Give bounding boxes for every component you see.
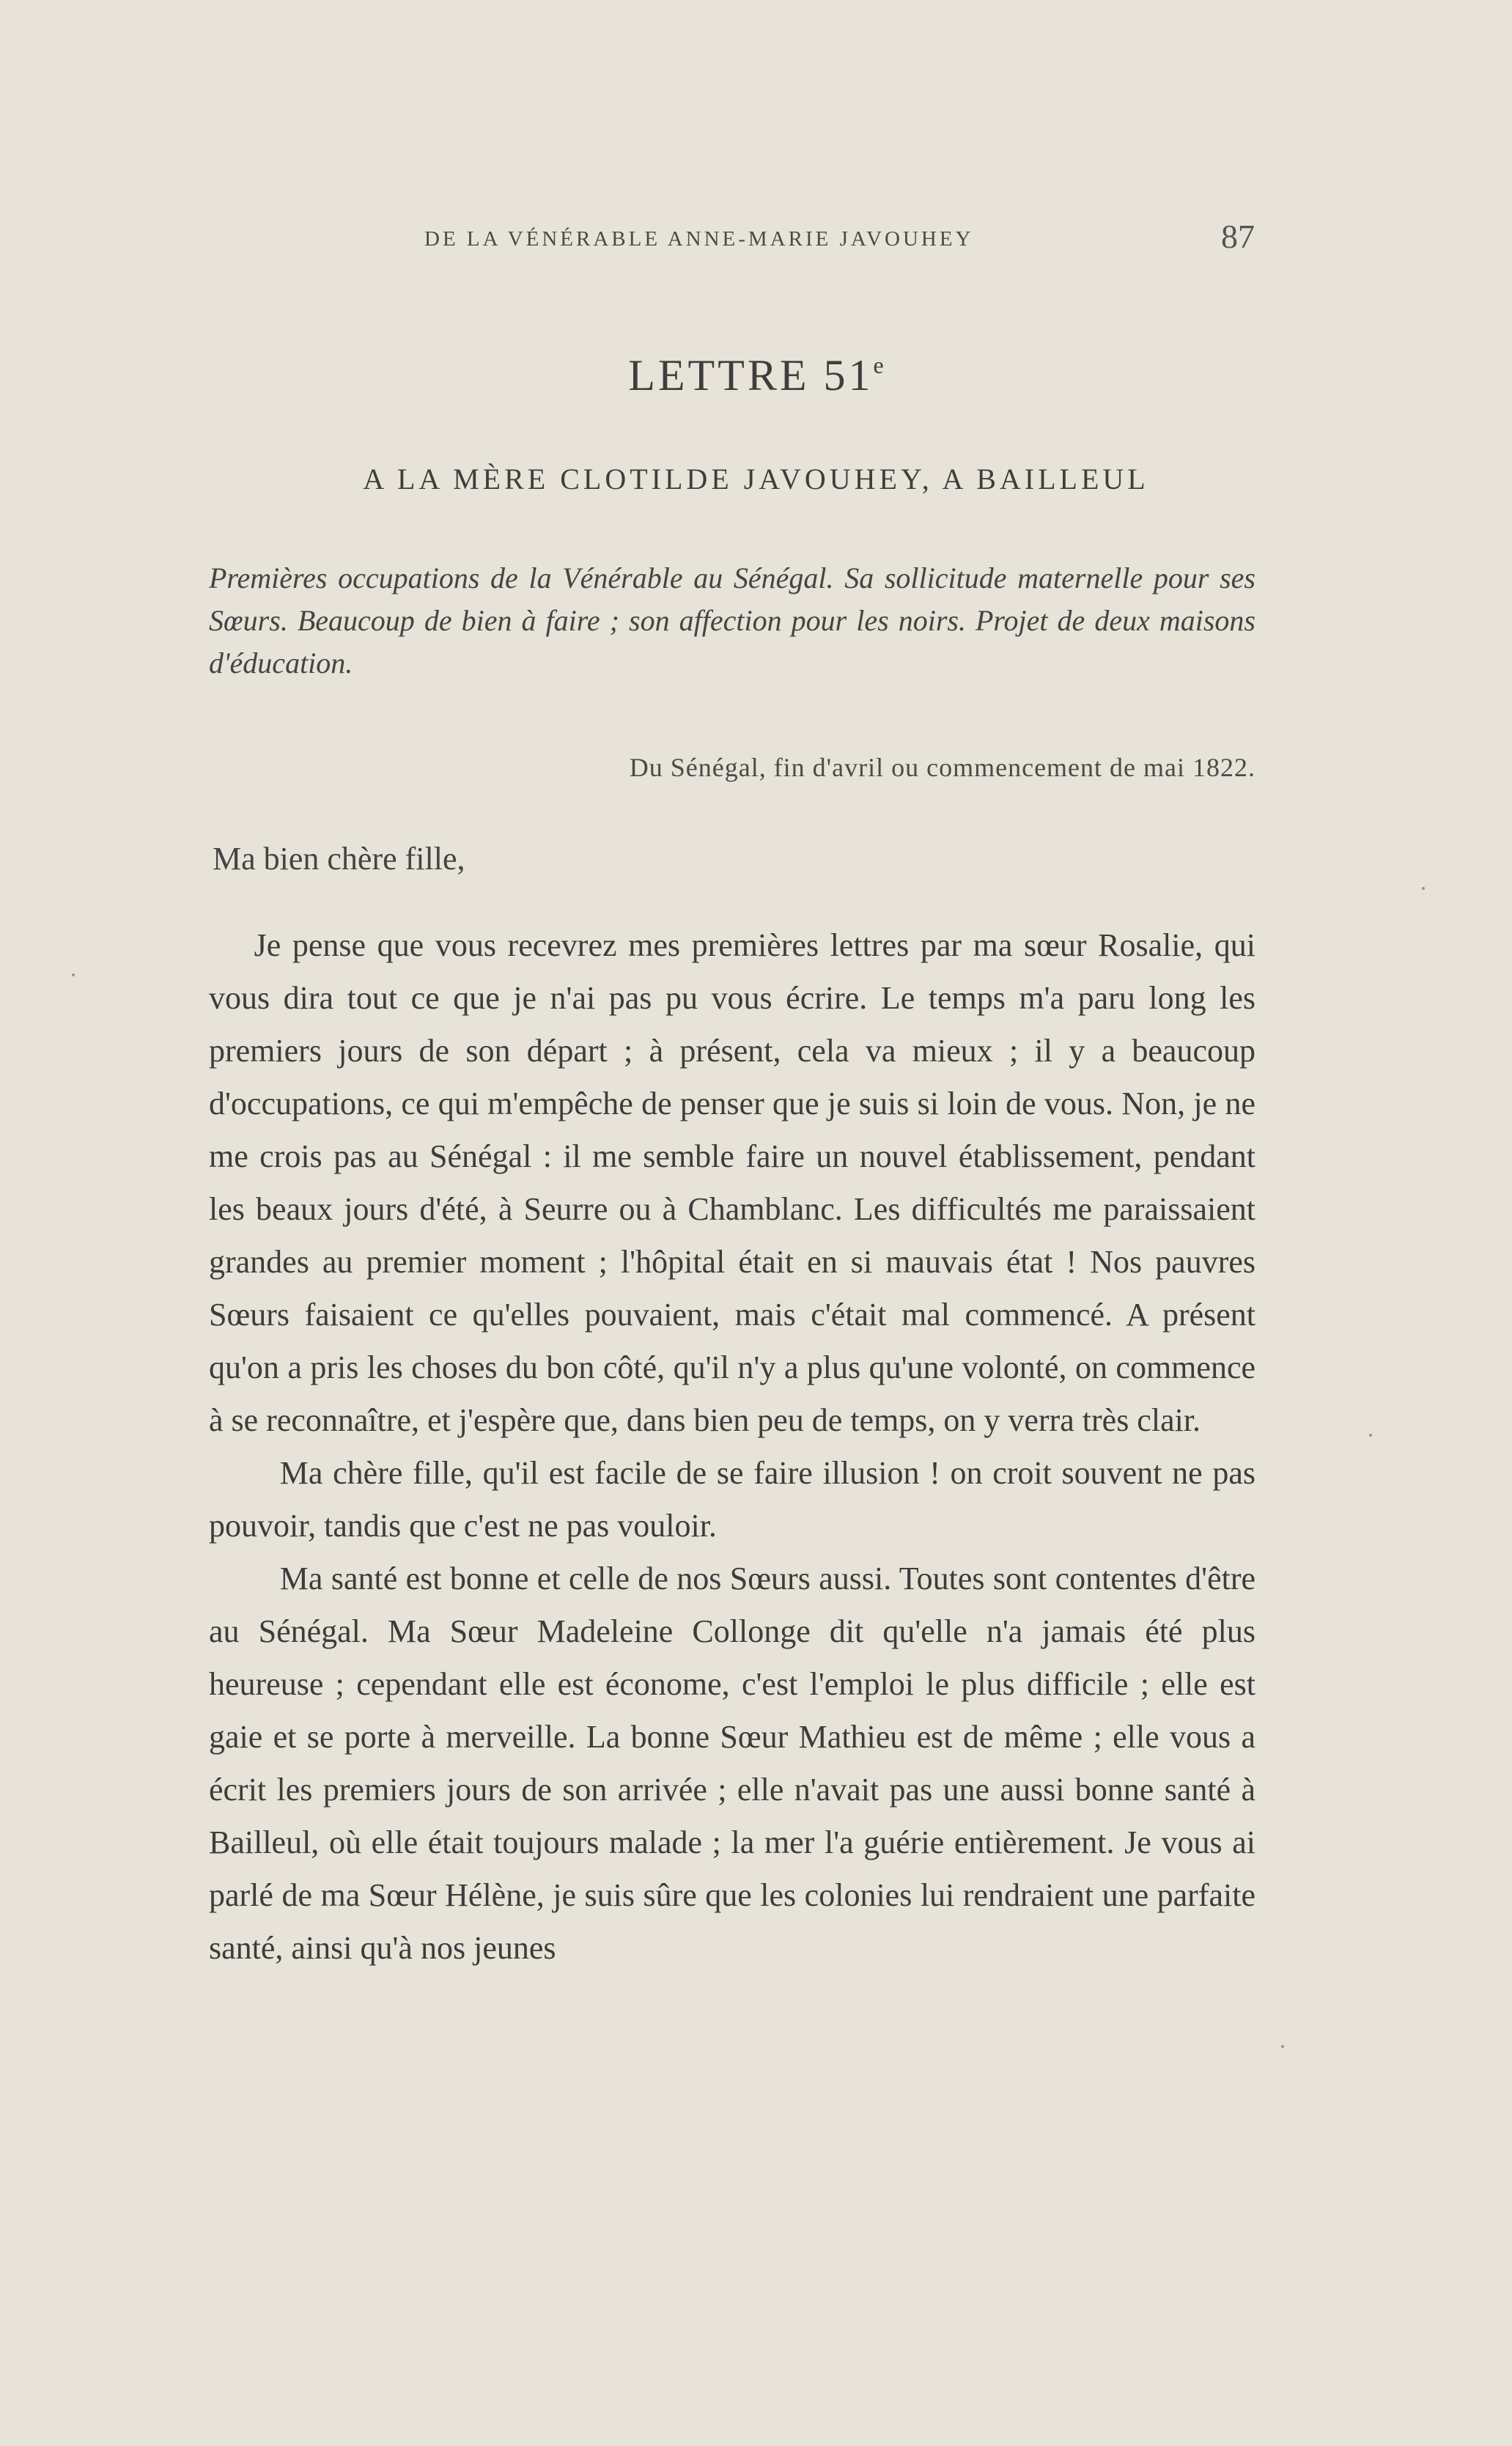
- running-head: [424, 220, 1255, 264]
- paper-speck: [1281, 2045, 1284, 2048]
- paper-speck: [1369, 1434, 1372, 1437]
- body-paragraph: Je pense que vous recevrez mes premières lettres par ma sœur Rosalie, qui vous dira tout ce que je n'ai pas pu vous écrire. Le temps m'a paru long les premiers jours de son départ ; à présent, cela va mieux ; il y a beaucoup d'occupations, ce qui m'empêche de penser que je suis si loin de vous. Non, je ne me crois pas au Sénégal : il me semble faire un nouvel établissement, pendant les beaux jours d'été, à Seurre ou à Chamblanc. Les difficultés me paraissaient grandes au premier moment ; l'hôpital était en si mauvais état ! Nos pauvres Sœurs faisaient ce qu'elles pouvaient, mais c'était mal commencé. A présent qu'on a pris les choses du bon côté, qu'il n'y a plus qu'une volonté, on commence à se reconnaître, et j'espère que, dans bien peu de temps, on y verra très clair.: [209, 927, 1255, 1438]
- letter-summary: Premières occupations de la Vénérable au Sénégal. Sa sollicitude maternelle pour ses Sœurs. Beaucoup de bien à faire ; son affection pour les noirs. Projet de deux maisons d'éducation.: [209, 561, 1255, 679]
- letter-title-superscript: e: [873, 352, 884, 378]
- body-paragraph: Ma santé est bonne et celle de nos Sœurs aussi. Toutes sont contentes d'être au Sénégal. Ma Sœur Madeleine Collonge dit qu'elle n'a jamais été plus heureuse ; cependant elle est économe, c'est l'emploi le plus difficile ; elle est gaie et se porte à merveille. La bonne Sœur Mathieu est de même ; elle vous a écrit les premiers jours de son arrivée ; elle n'avait pas une aussi bonne santé à Bailleul, où elle était toujours malade ; la mer l'a guérie entièrement. Je vous ai parlé de ma Sœur Hélène, je suis sûre que les colonies lui rendraient une parfaite santé, ainsi qu'à nos jeunes: [209, 1561, 1255, 1966]
- running-head-title: DE LA VÉNÉRABLE ANNE-MARIE JAVOUHEY: [424, 227, 974, 251]
- letter-salutation: Ma bien chère fille,: [213, 841, 465, 877]
- letter-recipient: A LA MÈRE CLOTILDE JAVOUHEY, A BAILLEUL: [363, 463, 1149, 496]
- paper-speck: [1422, 887, 1425, 890]
- letter-title: [0, 350, 1512, 401]
- letter-body: [209, 919, 1255, 1975]
- letter-title-text: LETTRE 51: [628, 351, 874, 399]
- body-paragraph: Ma chère fille, qu'il est facile de se faire illusion ! on croit souvent ne pas pouvoir, tandis que c'est ne pas vouloir.: [209, 1455, 1255, 1544]
- paper-speck: [72, 973, 75, 976]
- page-number: 87: [1221, 218, 1255, 255]
- letter-dateline: Du Sénégal, fin d'avril ou commencement de mai 1822.: [629, 753, 1255, 782]
